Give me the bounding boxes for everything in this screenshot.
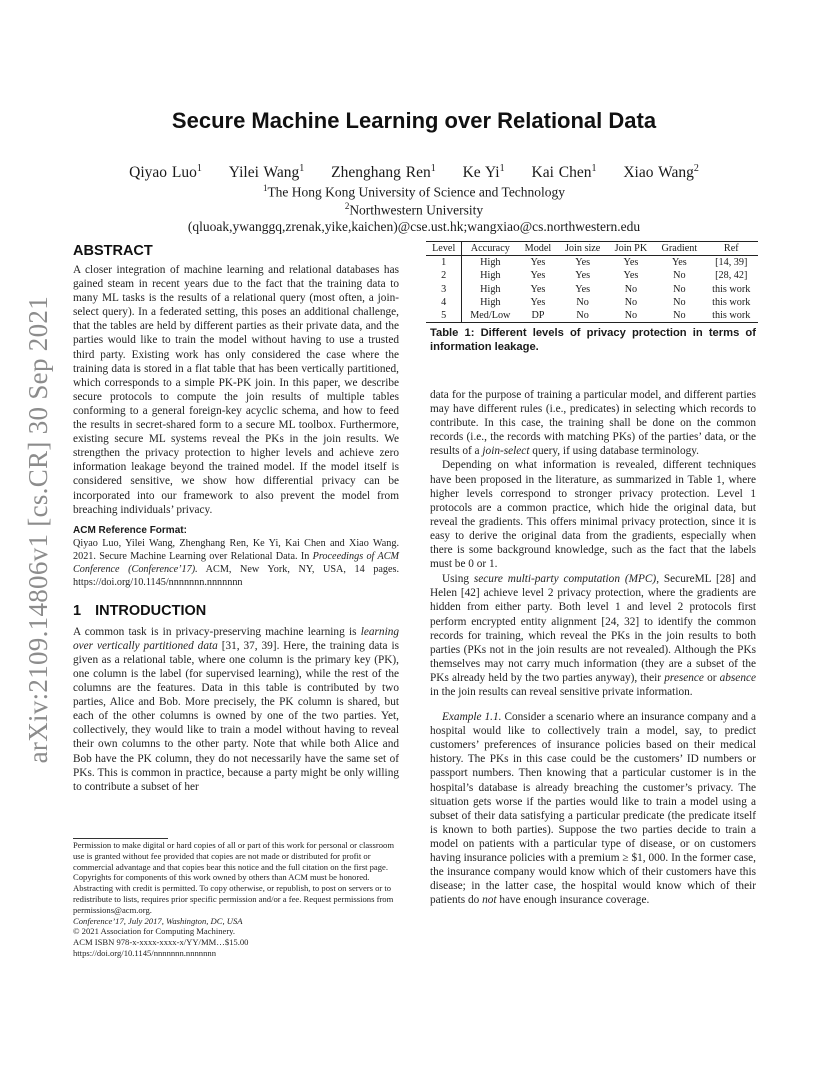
arxiv-stamp bbox=[20, 290, 56, 770]
table-header-row: Level Accuracy Model Join size Join PK Gradient Ref bbox=[426, 242, 758, 256]
author: Zhenghang Ren$^1$ bbox=[331, 163, 436, 182]
author: Yilei Wang$^1$ bbox=[228, 163, 305, 182]
table-caption: Table 1: Different levels of privacy protection in terms of information leakage. bbox=[430, 327, 756, 353]
arxiv-id: arXiv:2109.14806v1 [cs.CR] 30 Sep 2021 bbox=[22, 296, 53, 764]
author-emails: (qluoak,ywanggq,zrenak,yike,kaichen)@cse.ust.hk;wangxiao@cs.northwestern.edu bbox=[187, 219, 641, 234]
section-heading: 1 INTRODUCTION bbox=[73, 602, 207, 619]
affiliation-1: $^1$The Hong Kong University of Science and Technology bbox=[262, 183, 566, 200]
abstract-section bbox=[73, 243, 399, 794]
author: Kai Chen$^1$ bbox=[531, 163, 597, 182]
footnote-rule bbox=[73, 838, 168, 839]
table-row: 1 High Yes Yes Yes Yes [14, 39] bbox=[426, 256, 758, 270]
table-row: 3 High Yes Yes No No this work bbox=[426, 283, 758, 296]
right-column-text bbox=[430, 388, 756, 907]
abstract-text: A closer integration of machine learning and relational databases has gained steam in recent years due to the fact that the training data to many ML tasks is the results of a relational query (most often, a join-select query). In a federated setting, this poses an additional challenge, that the tables are held by different parties as their private data, and the parties would like to train the model without having to use a trusted third party. Existing work has only considered the case where the training data is stored in a flat table that has been vertically partitioned, which corresponds to a simple PK-PK join. In this paper, we describe secure protocols to compute the join results of multiple tables conforming to a general foreign-key acyclic schema, and how to feed the results in secret-shared form to a secure ML toolbox. Furthermore, existing secure ML systems reveal the PKs in the join results. We strengthen the privacy protection to higher levels and achieve zero information leakage beyond the trained model. If the model itself is considered sensitive, we show how differential privacy can be incorporated into our framework to also prevent the model from breaching individuals’ privacy. bbox=[73, 264, 399, 516]
author: Xiao Wang$^2$ bbox=[623, 163, 699, 182]
paragraph: data for the purpose of training a particular model, and different parties may have different rules (i.e., predicates) in selecting which records to contribute. In this case, the training shall be done on the common records (i.e., the records with matching PKs) of the parties’ data, or the results of a join-select query, if using database terminology. bbox=[430, 389, 756, 458]
affiliation-2: $^2$Northwestern University bbox=[344, 201, 484, 218]
author: Ke Yi$^1$ bbox=[462, 163, 505, 182]
abstract-heading: ABSTRACT bbox=[73, 243, 153, 259]
example-paragraph: Example 1.1. Consider a scenario where an insurance company and a hospital would like to collectively train a model, say, to predict customers’ preferences of insurance policies based on their medical history. The PKs in this case could be the customers’ ID numbers or passport numbers. Then knowing that a particular customer is in the hospital’s database is already breaching the customer’s privacy. The situation gets worse if the parties would like to train a model using a subset of their data satisfying a particular predicate (the predicate itself is known to both parties). Suppose the two parties decide to train a model on patients with a particular type of disease, or on customers having insurance policies with a premium ≥ $1, 000. In the former case, the insurance company would know which of their customers have this disease; in the latter case, the hospital would know which of their patients do not have enough insurance coverage. bbox=[430, 711, 756, 907]
paragraph: Using secure multi-party computation (MPC), SecureML [28] and Helen [42] achieve level 2 privacy protection, where the gradients are hidden from either party. Both level 1 and level 2 protocols first perform encrypted entity alignment [24, 32] to identify the common records for training, which reveal the PKs in the join results to both parties (PKs not in the join results are not revealed). Although the PKs themselves may not carry much information (they are a subset of the PKs already held by the two parties anyway), their presence or absence in the join results can reveal sensitive private information. bbox=[430, 573, 757, 698]
acm-reference-heading: ACM Reference Format: bbox=[73, 524, 187, 536]
author-list bbox=[0, 163, 828, 182]
table-row: 2 High Yes Yes Yes No [28, 42] bbox=[426, 269, 758, 282]
table-row: 4 High Yes No No No this work bbox=[426, 296, 758, 309]
intro-paragraph: A common task is in privacy-preserving machine learning is learning over vertically partitioned data [31, 37, 39]. Here, the training data is given as a relational table, where one column is the primary key (PK), one column is the label (for supervised learning), while the rest of the columns are the features. Data in this table is contributed by two parties, Alice and Bob. More precisely, the PK column is shared, but each of the other columns is owned by one of the two parties. Yet, collectively, they would like to train a model without having to reveal their own columns to the other party. Note that while both Alice and Bob have the PK column, they do not necessarily have the same set of PKs. This is common in practice, because a party might be only willing to contribute a subset of her bbox=[73, 625, 400, 793]
privacy-levels-table bbox=[426, 241, 758, 323]
acm-reference bbox=[73, 525, 399, 589]
paper-title: Secure Machine Learning over Relational Data bbox=[171, 108, 657, 133]
author: Qiyao Luo$^1$ bbox=[129, 163, 202, 182]
copyright-footnote: Permission to make digital or hard copies of all or part of this work for personal or classroom use is granted without fee provided that copies are not made or distributed for profit or commercial advantage and that copies bear this notice and the full citation on the first page. Copyrights for components of this work owned by others than ACM must be honored. Abstracting with credit is permitted. To copy otherwise, or republish, to post on servers or to redistribute to lists, requires prior specific permission and/or a fee. Request permissions from permissions@acm.org. Conference’17, July 2017, Washington, DC, USA © 2021 Association for Computing Machinery. ACM ISBN 978-x-xxxx-xxxx-x/YY/MM…$15.00 https://doi.org/10.1145/nnnnnnn.nnnnnnn bbox=[73, 840, 394, 958]
acm-reference-text: Qiyao Luo, Yilei Wang, Zhenghang Ren, Ke Yi, Kai Chen and Xiao Wang. 2021. Secure Machine Learning over Relational Data. In Proceedings of ACM Conference (Conference’17). ACM, New York, NY, USA, 14 pages. https://doi.org/10.1145/nnnnnnn.nnnnnnn bbox=[73, 537, 399, 588]
table-row: 5 Med/Low DP No No No this work bbox=[426, 309, 758, 323]
paragraph: Depending on what information is revealed, different techniques have been proposed in the literature, as summarized in Table 1, where higher levels correspond to stronger privacy protection. Level 1 protocols are a common practice, which hide the original data, but reveal the gradients. This offers minimal privacy protection, since it is easy to derive the original data from the gradients, especially when there is some background knowledge, such as the fact that the labels must be 0 or 1. bbox=[430, 459, 756, 571]
